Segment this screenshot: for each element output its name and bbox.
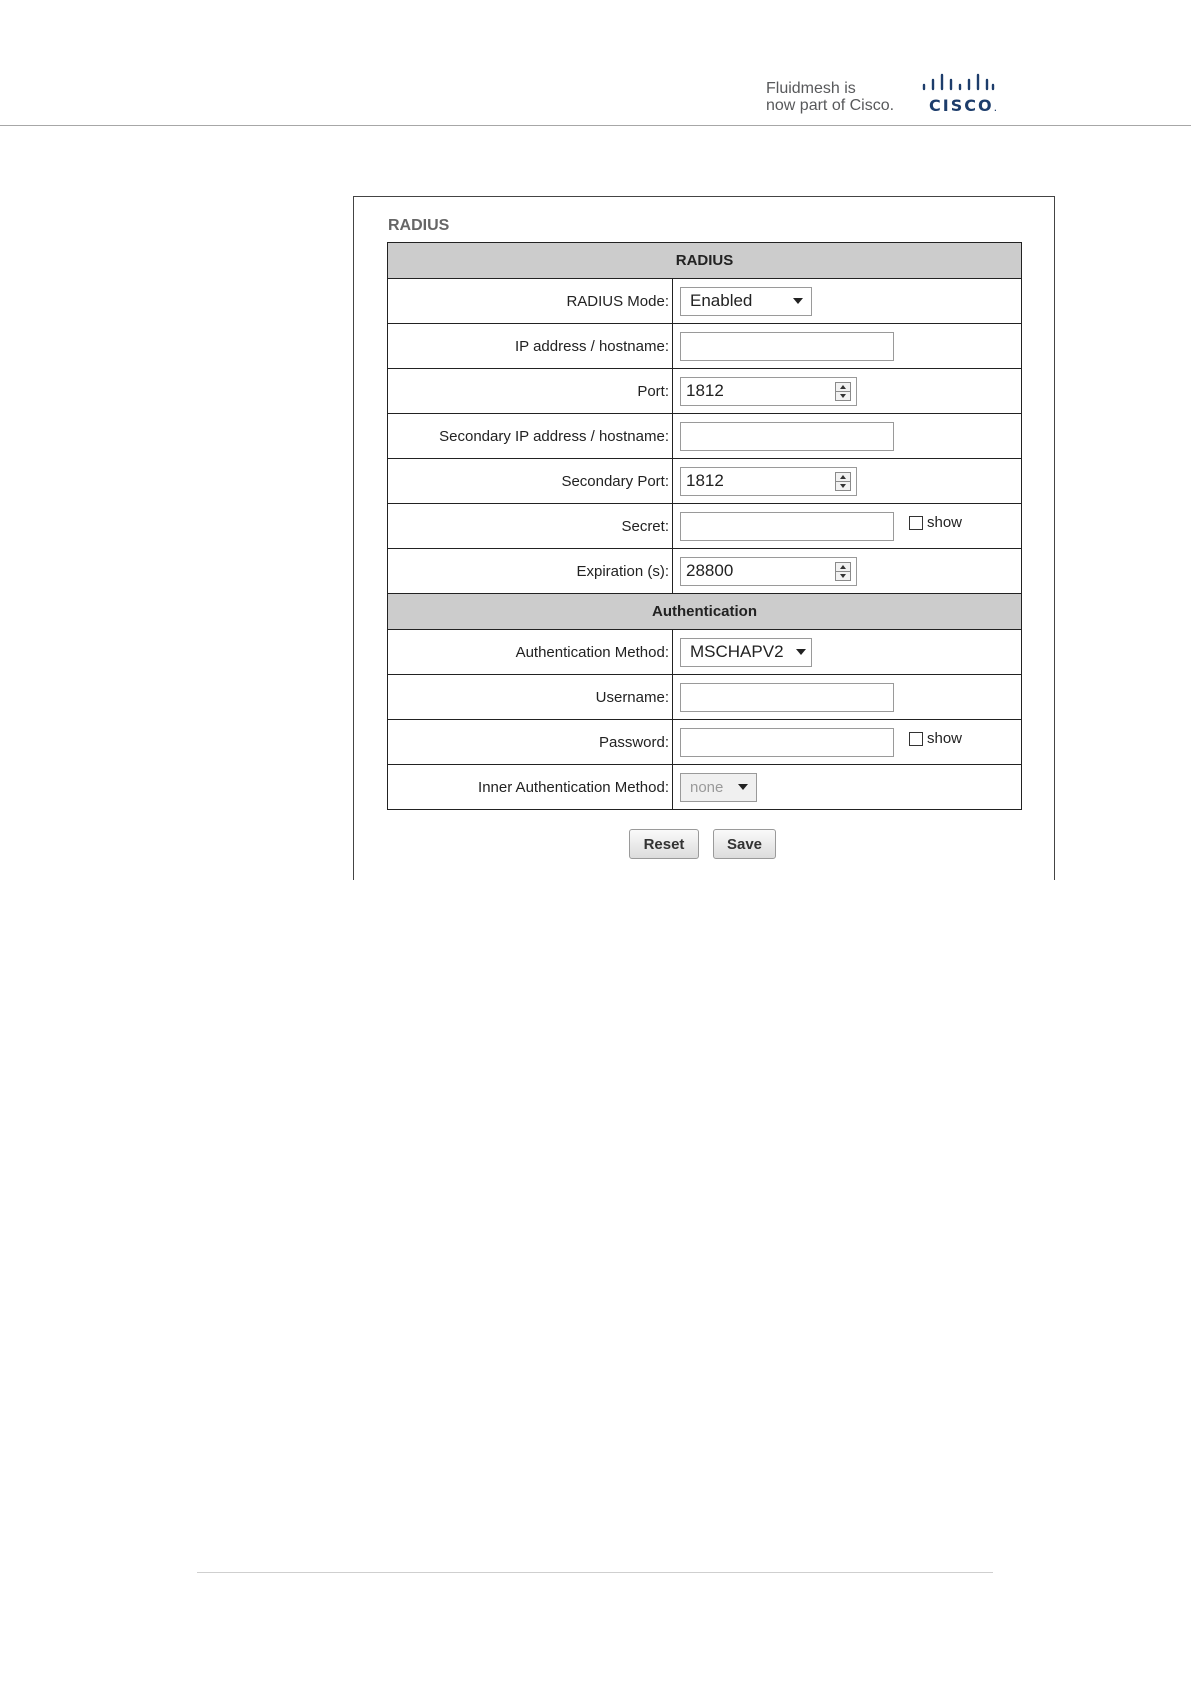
expiration-value: 28800 [686,561,734,580]
password-label: Password: [388,720,673,765]
row-inner-auth-method [388,765,1022,810]
radius-settings-table [387,242,1022,810]
secondary-ip-input[interactable] [680,422,894,451]
row-username [388,675,1022,720]
header-divider [0,125,1191,126]
ip-address-cell [673,324,1022,369]
chevron-down-icon [738,784,748,790]
spin-down-button[interactable] [836,481,850,490]
secret-show-checkbox[interactable] [909,516,923,530]
password-show-checkbox[interactable] [909,732,923,746]
secret-show-label: show [927,514,963,531]
radius-mode-label: RADIUS Mode: [388,279,673,324]
brand-line-1: Fluidmesh is [766,80,856,97]
row-secondary-ip [388,414,1022,459]
secondary-port-stepper[interactable] [680,467,857,496]
spin-down-button[interactable] [836,391,850,400]
inner-auth-method-select[interactable] [680,773,757,802]
chevron-down-icon [796,649,806,655]
port-cell [673,369,1022,414]
row-port [388,369,1022,414]
secret-input[interactable] [680,512,894,541]
expiration-stepper[interactable] [680,557,857,586]
row-secret [388,504,1022,549]
arrow-down-icon [840,484,846,488]
chevron-down-icon [793,298,803,304]
secondary-ip-cell [673,414,1022,459]
password-cell [673,720,1022,765]
username-label: Username: [388,675,673,720]
username-input[interactable] [680,683,894,712]
cisco-wordmark-text: CISCO [929,96,994,115]
group-header-authentication [388,594,1022,630]
cisco-wordmark [929,96,999,115]
cisco-wordmark-dot: . [993,101,1000,114]
arrow-up-icon [840,475,846,479]
port-spin-buttons [835,382,851,401]
expiration-spin-buttons [835,562,851,581]
row-secondary-port [388,459,1022,504]
spin-down-button[interactable] [836,571,850,580]
radius-settings-panel [353,196,1055,880]
auth-method-select[interactable] [680,638,812,667]
group-header-label: RADIUS [388,243,1022,279]
footer-divider [197,1572,993,1573]
secondary-port-value: 1812 [686,471,724,490]
inner-auth-method-value: none [690,778,724,796]
port-label: Port: [388,369,673,414]
secondary-port-spin-buttons [835,472,851,491]
spin-up-button[interactable] [836,383,850,391]
arrow-down-icon [840,574,846,578]
panel-title: RADIUS [388,217,450,234]
arrow-down-icon [840,394,846,398]
row-expiration [388,549,1022,594]
secret-show-toggle[interactable] [909,514,962,531]
username-cell [673,675,1022,720]
group-header-label: Authentication [388,594,1022,630]
row-radius-mode [388,279,1022,324]
inner-auth-method-cell [673,765,1022,810]
arrow-up-icon [840,565,846,569]
row-password [388,720,1022,765]
port-value: 1812 [686,381,724,400]
arrow-up-icon [840,385,846,389]
ip-address-label: IP address / hostname: [388,324,673,369]
radius-mode-select[interactable] [680,287,812,316]
secondary-port-cell [673,459,1022,504]
reset-button[interactable]: Reset [629,829,699,859]
password-input[interactable] [680,728,894,757]
expiration-label: Expiration (s): [388,549,673,594]
row-auth-method [388,630,1022,675]
expiration-cell [673,549,1022,594]
brand-tagline [766,80,894,114]
auth-method-label: Authentication Method: [388,630,673,675]
auth-method-value: MSCHAPV2 [690,642,784,661]
ip-address-input[interactable] [680,332,894,361]
password-show-label: show [927,730,963,747]
group-header-radius [388,243,1022,279]
secret-cell [673,504,1022,549]
secondary-port-label: Secondary Port: [388,459,673,504]
row-ip-address [388,324,1022,369]
save-button[interactable]: Save [713,829,776,859]
port-stepper[interactable] [680,377,857,406]
inner-auth-method-label: Inner Authentication Method: [388,765,673,810]
spin-up-button[interactable] [836,473,850,481]
secondary-ip-label: Secondary IP address / hostname: [388,414,673,459]
radius-mode-cell [673,279,1022,324]
spin-up-button[interactable] [836,563,850,571]
password-show-toggle[interactable] [909,730,962,747]
secret-label: Secret: [388,504,673,549]
auth-method-cell [673,630,1022,675]
radius-mode-value: Enabled [690,291,753,310]
brand-line-2: now part of Cisco. [766,97,895,114]
